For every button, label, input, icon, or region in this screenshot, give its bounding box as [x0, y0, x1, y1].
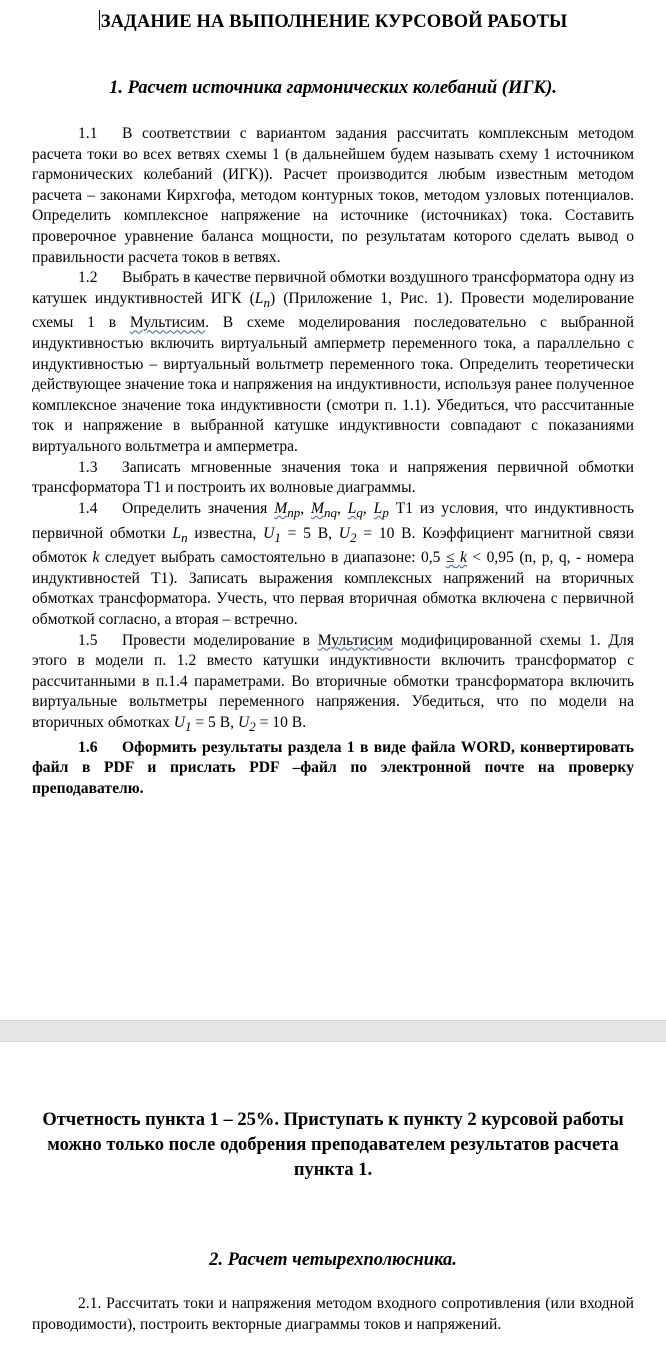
paragraph-1-4: 1.4 Определить значения $М_{np}$, $М_{nq}$, $L_q$, $L_p$ Т1 из условия, что индуктивность первичной обмотки $L_n$ известна, $U_1 = 5$ В, $U_2 = 10$ В. Коэффициент магнитной связи обмоток k следует выбрать самостоятельно в диапазоне: 0,5 ≤ k < 0,95 (n, p, q, - номера индуктивностей Т1). Записать выражения комплексных напряжений на вторичных обмотках трансформатора. Учесть, что первая вторичная обмотка включена с первичной обмоткой согласно, а вторая – встречно. — [32, 499, 635, 628]
paragraph-2-1: 2.1. Рассчитать токи и напряжения методом входного сопротивления (или входной проводимости), построить векторные диаграммы токов и напряжений. — [32, 1295, 634, 1333]
paragraph-1-2: 1.2 Выбрать в качестве первичной обмотки воздушного трансформатора одну из катушек индуктивностей ИГК $(L_n)$ (Приложение 1, Рис. 1). Провести моделирование схемы 1 в Мультисим. В схеме моделирования последовательно с выбранной индуктивностью включить виртуальный амперметр переменного тока, а параллельно с индуктивностью – виртуальный вольтметр переменного тока. Определить теоретически действующее значение тока и напряжения на индуктивности, используя ранее полученное комплексное значение тока индуктивности (смотри п. 1.1). Убедиться, что рассчитанные ток и напряжение в выбранной катушке индуктивности совпадают с показаниями виртуального вольтметра и амперметра. — [32, 269, 634, 456]
section-1-heading: 1. Расчет источника гармонических колебаний (ИГК). — [109, 78, 557, 98]
paragraph-1-3: 1.3 Записать мгновенные значения тока и напряжения первичной обмотки трансформатора Т1 и построить их волновые диаграммы. — [32, 458, 634, 497]
reporting-note: Отчетность пункта 1 – 25%. Приступать к пункту 2 курсовой работы можно только после одобрения преподавателем результатов расчета пункта 1. — [42, 1110, 624, 1180]
section-2-heading: 2. Расчет четырехполюсника. — [209, 1250, 457, 1270]
document-title: ЗАДАНИЕ НА ВЫПОЛНЕНИЕ КУРСОВОЙ РАБОТЫ — [100, 12, 568, 32]
paragraph-1-5: 1.5 Провести моделирование в Мультисим модифицированной схемы 1. Для этого в модели п. 1.2 вместо катушки индуктивности включить трансформатор с рассчитанными в п.1.4 параметрами. Во вторичные обмотки трансформатора включить виртуальные вольтметры переменного напряжения. Убедиться, что по модели на вторичных обмотках $U_1 = 5$ В, $U_2 = 10$ В. — [32, 631, 634, 735]
section-1-body — [32, 124, 634, 799]
spellcheck-word: Мультисим — [129, 314, 206, 332]
paragraph-1-6: 1.6 Оформить результаты раздела 1 в виде файла WORD, конвертировать файл в PDF и прислать PDF –файл по электронной почте на проверку преподавателю. — [32, 738, 634, 797]
text-cursor — [99, 10, 100, 30]
document-page-2 — [0, 1042, 666, 1360]
section-2-body — [32, 1294, 634, 1335]
paragraph-1-1: 1.1 В соответствии с вариантом задания рассчитать комплексным методом расчета токи во всех ветвях схемы 1 (в дальнейшем будем называть схему 1 источником гармонических колебаний (ИГК)). Расчет производится любым известным методом расчета – законами Кирхгофа, методом контурных токов, методом узловых потенциалов. Определить комплексное напряжение на источнике (источниках) тока. Составить проверочное уравнение баланса мощности, по результатам которого сделать вывод о правильности расчета токов в ветвях. — [32, 125, 634, 266]
spellcheck-word: Мультисим — [317, 631, 393, 649]
page-separator — [0, 1020, 666, 1042]
